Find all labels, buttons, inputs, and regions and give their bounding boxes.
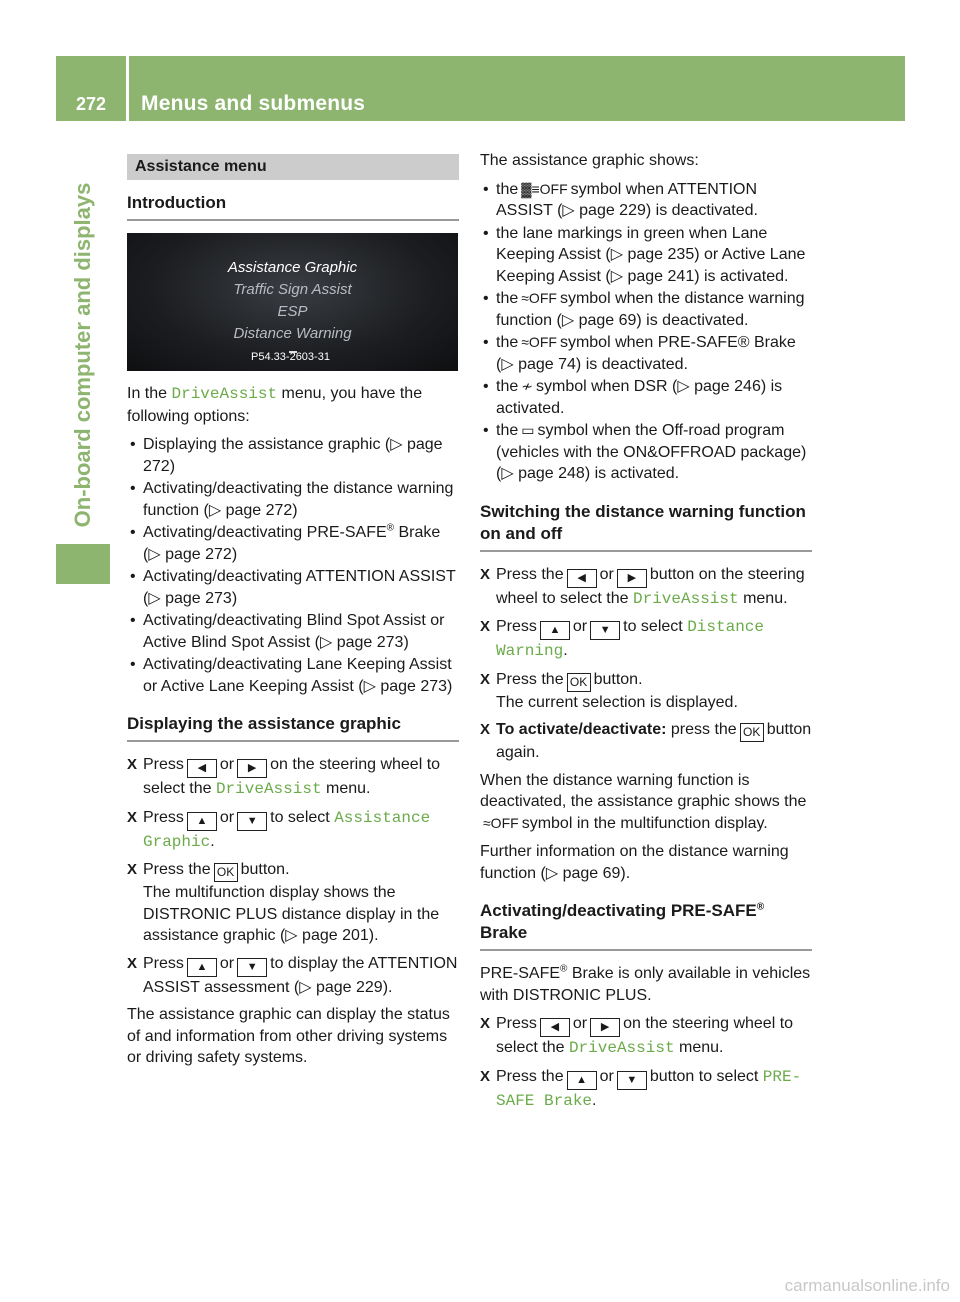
right-key-icon: ▶ [617,569,647,588]
list-item: • Activating/deactivating Blind Spot Assist or Active Blind Spot Assist (▷ page 273) [127,610,459,653]
left-key-icon: ◀ [567,569,597,588]
list-item: • the ≈OFF symbol when PRE-SAFE® Brake (▷ page 74) is deactivated. [480,332,812,375]
step-arrow-icon: X [127,808,138,826]
screen-item-distance-warning: Distance Warning [233,325,352,342]
page-number: 272 [75,94,107,114]
left-key-icon: ◀ [540,1018,570,1037]
list-item: • the ≈OFF symbol when the distance warning function (▷ page 69) is deactivated. [480,288,812,331]
list-item: • Activating/deactivating PRE-SAFE® Brake (▷ page 272) [127,522,459,565]
distance-warning-off-icon: ≈OFF [483,814,519,831]
up-key-icon: ▲ [187,958,217,977]
down-key-icon: ▼ [617,1071,647,1090]
step-arrow-icon: X [480,1015,491,1032]
up-key-icon: ▲ [567,1071,597,1090]
dsr-icon: ≁ [521,378,533,394]
step: X Press the ◀ or ▶ button on the steering wheel to select the DriveAssist menu. [480,565,805,608]
left-column [127,150,459,1076]
list-item: • Activating/deactivating the distance warning function (▷ page 272) [127,478,459,521]
step-arrow-icon: X [127,861,138,878]
screen-item-assistance-graphic: Assistance Graphic [227,259,358,276]
side-tab-marker [56,544,110,584]
step: X Press ◀ or ▶ on the steering wheel to select the DriveAssist menu. [127,756,441,798]
presafe-off-icon: ≈OFF [521,334,557,350]
ok-key-icon: OK [740,723,764,742]
step: X Press ▲ or ▼ to select Distance Warning. [480,618,764,660]
step-arrow-icon: X [480,1067,491,1085]
step: X Press the ▲ or ▼ button to select PRE-SAFE Brake. [480,1067,802,1110]
list-item: • the ▭ symbol when the Off-road program (vehicles with the ON&OFFROAD package) (▷ page 248) is activated. [480,420,812,485]
step: X Press the OK button. The current selection is displayed. [480,670,738,711]
after-text-1: When the distance warning function is deactivated, the assistance graphic shows the≈OFF symbol in the multifunction display. [480,770,812,835]
shows-intro: The assistance graphic shows: [480,152,699,169]
step: X Press the OK button. The multifunction display shows the DISTRONIC PLUS distance display in the assistance graphic (▷ page 201). [127,861,440,944]
switch-heading: Switching the distance warning function on and off [480,501,812,552]
after-text-2: Further information on the distance warning function (▷ page 69). [480,843,789,882]
step: X Press ▲ or ▼ to display the ATTENTION ASSIST assessment (▷ page 229). [127,954,458,996]
right-column [480,150,812,1118]
list-item: • the ▓≡OFF symbol when ATTENTION ASSIST (▷ page 229) is deactivated. [480,179,812,222]
offroad-icon: ▭ [521,422,535,438]
watermark: carmanualsonline.info [784,1276,950,1295]
down-key-icon: ▼ [590,621,620,640]
side-tab [56,126,110,584]
list-item: • Activating/deactivating ATTENTION ASSIST (▷ page 273) [127,566,459,609]
screen-item-esp: ESP [277,303,308,320]
distance-warning-off-icon: ≈OFF [521,290,557,306]
list-item: • Displaying the assistance graphic (▷ page 272) [127,434,459,477]
screen-item-traffic-sign: Traffic Sign Assist [233,281,352,298]
attention-off-icon: ▓≡OFF [521,180,568,197]
step-arrow-icon: X [127,756,138,773]
step-arrow-icon: X [480,670,491,688]
right-key-icon: ▶ [237,759,267,778]
list-item: • Activating/deactivating Lane Keeping Assist or Active Lane Keeping Assist (▷ page 273) [127,654,459,697]
intro-heading: Introduction [127,192,459,221]
closing-text: The assistance graphic can display the status of and information from other driving systems or driving safety systems. [127,1006,450,1066]
left-key-icon: ◀ [187,759,217,778]
figure-caption: P54.33-2603-31 [251,350,330,363]
side-tab-label: On-board computer and displays [70,182,95,528]
step-arrow-icon: X [127,954,138,972]
down-key-icon: ▼ [237,958,267,977]
page-title: Menus and submenus [141,92,366,115]
up-key-icon: ▲ [540,621,570,640]
step: X Press ▲ or ▼ to select Assistance Graphic. [127,808,431,851]
down-key-icon: ▼ [237,812,267,831]
step-arrow-icon: X [480,721,491,738]
up-key-icon: ▲ [187,812,217,831]
menu-name: DriveAssist [171,385,278,403]
right-key-icon: ▶ [590,1018,620,1037]
step: X To activate/deactivate: press the OK button again. [480,721,812,761]
step-arrow-icon: X [480,618,491,635]
page-number-bar [56,56,126,121]
section-title: Assistance menu [127,154,459,180]
presafe-heading: Activating/deactivating PRE-SAFE® Brake [480,900,812,951]
intro-text: In the DriveAssist menu, you have the following options: [127,385,423,425]
header-bar [129,56,905,121]
step: X Press ◀ or ▶ on the steering wheel to select the DriveAssist menu. [480,1015,794,1057]
list-item: • the lane markings in green when Lane Keeping Assist (▷ page 235) or Active Lane Keeping Assist (▷ page 241) is activated. [480,223,812,288]
presafe-intro: PRE-SAFE® Brake is only available in vehicles with DISTRONIC PLUS. [480,963,811,1004]
display-heading: Displaying the assistance graphic [127,713,459,742]
ok-key-icon: OK [214,863,238,882]
ok-key-icon: OK [567,673,591,692]
list-item: • the ≁ symbol when DSR (▷ page 246) is activated. [480,376,812,419]
step-arrow-icon: X [480,565,491,583]
display-screenshot [127,233,458,371]
